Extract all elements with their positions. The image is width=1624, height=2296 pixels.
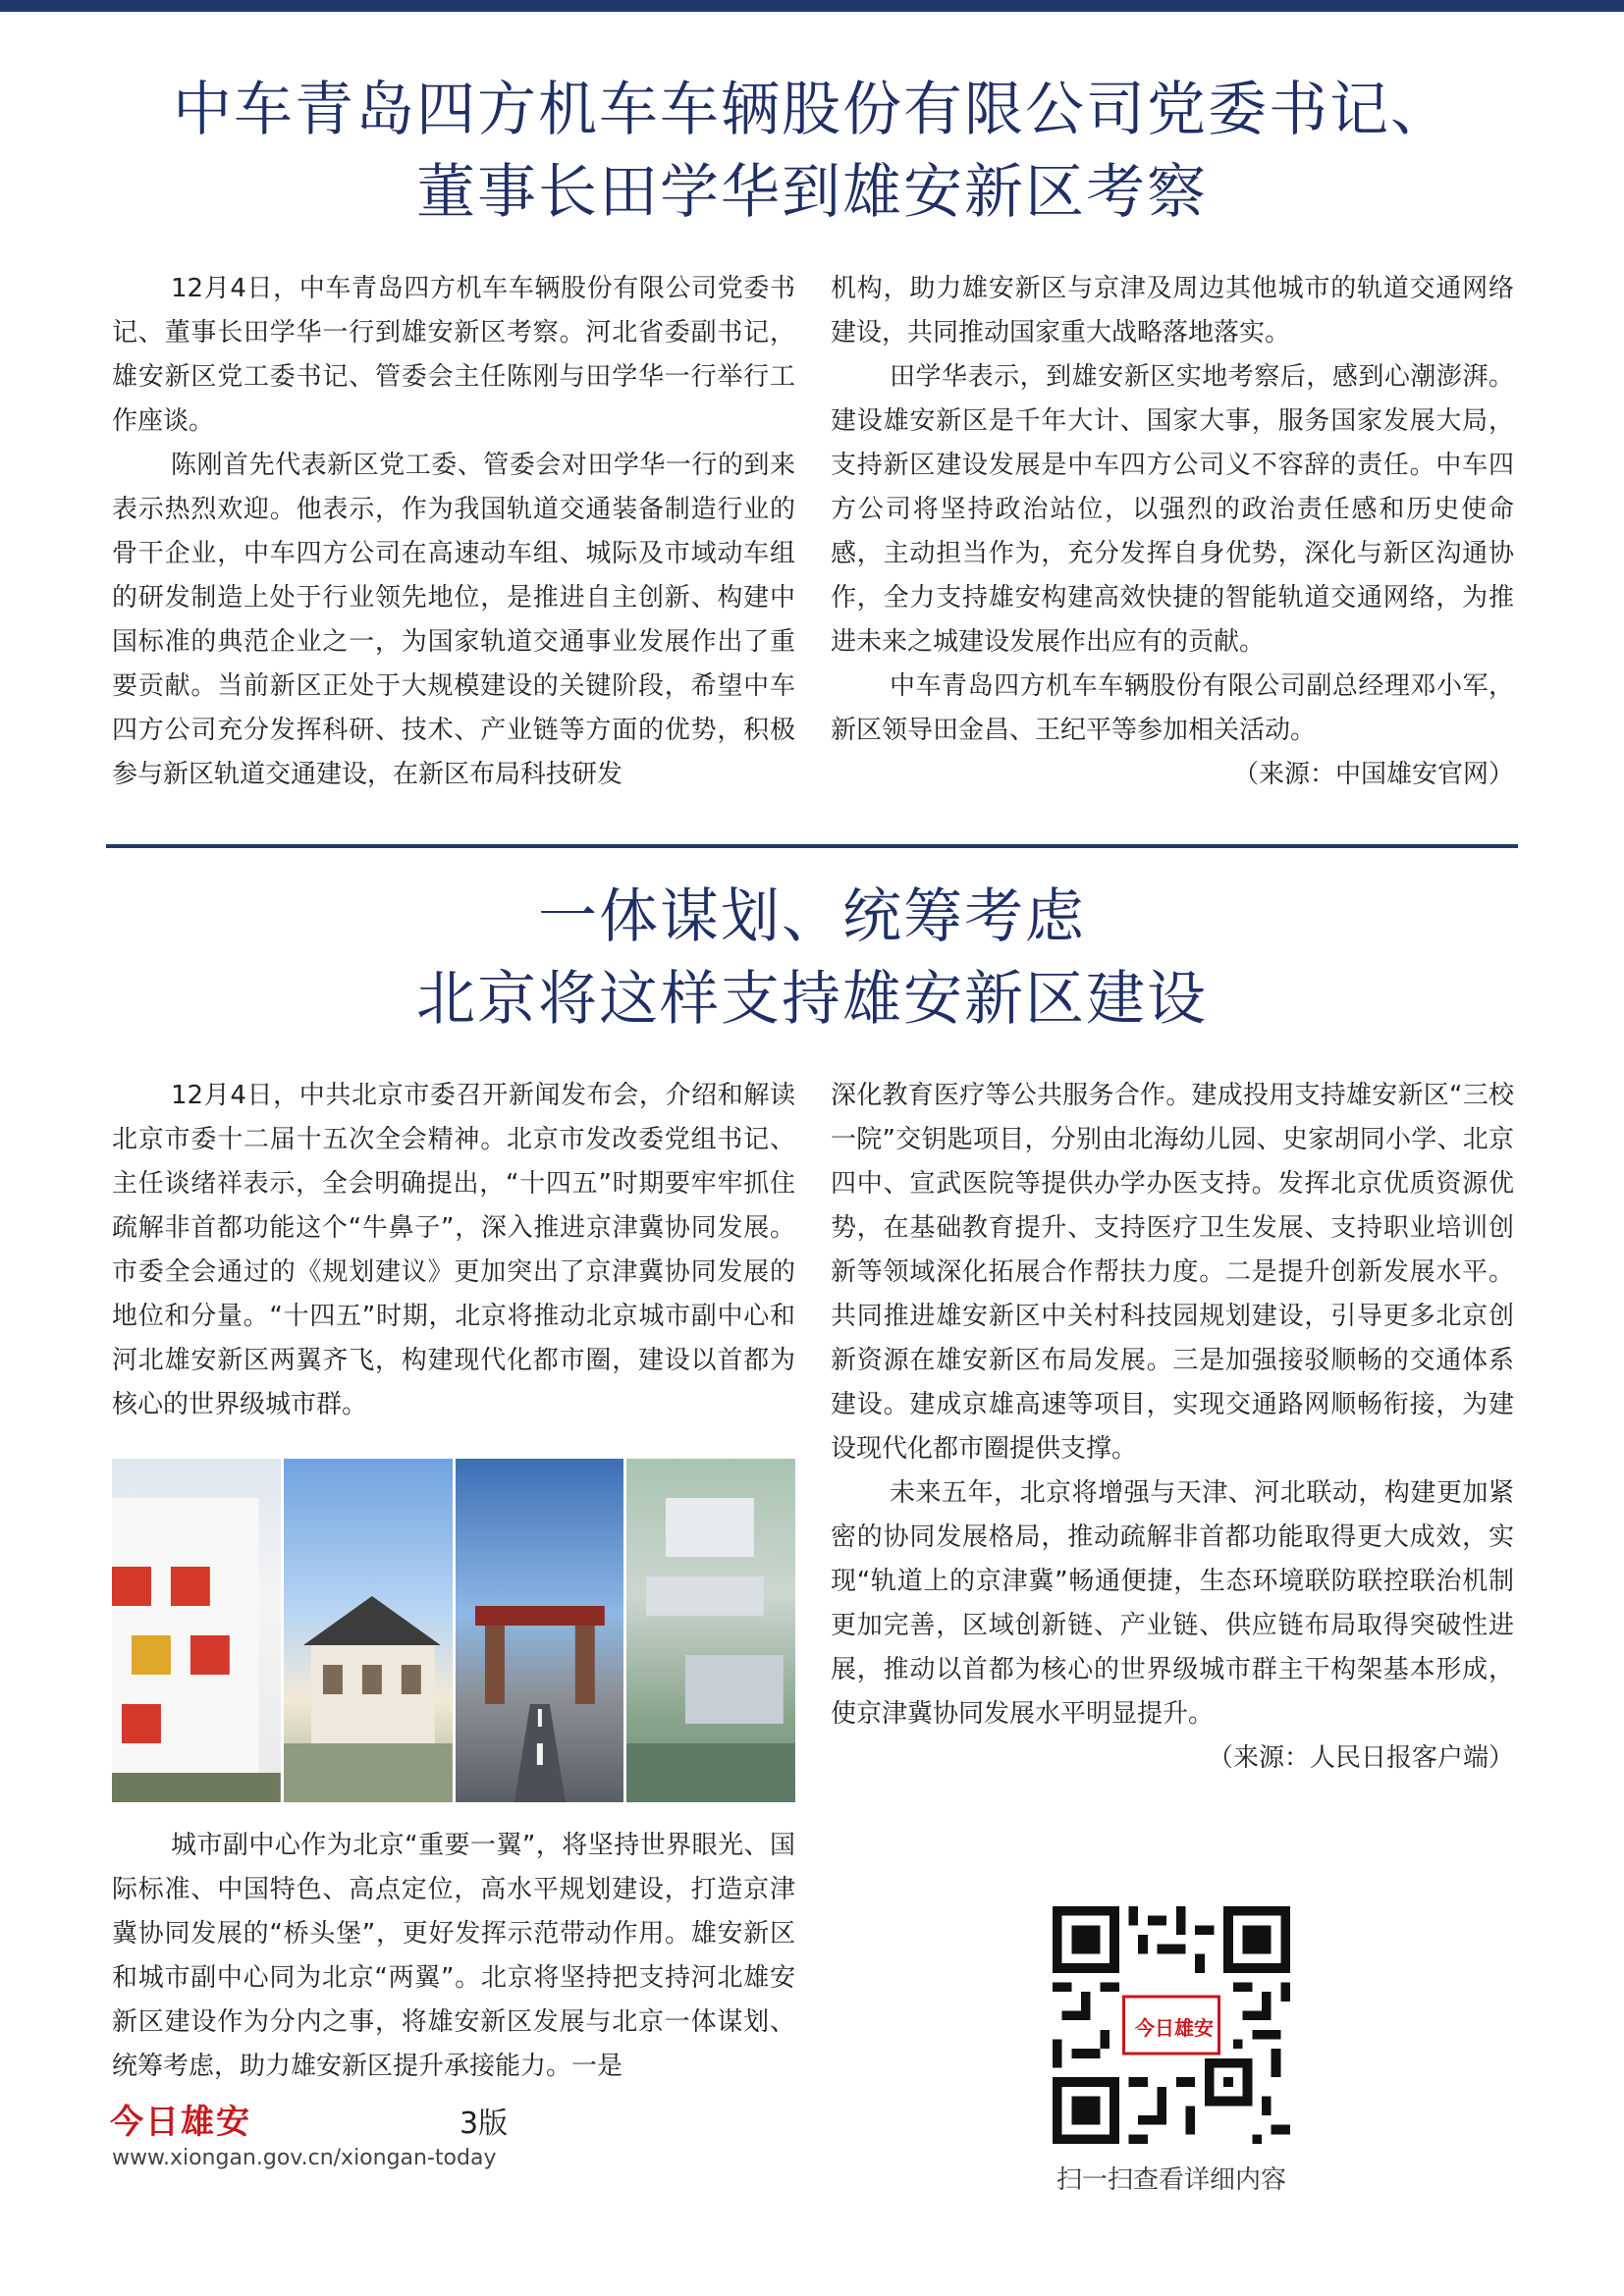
photo-hospital-aerial xyxy=(626,1459,795,1802)
page-number: 3版 xyxy=(460,2107,509,2141)
article1-right-column xyxy=(831,267,1514,797)
article2-right-column xyxy=(831,1074,1514,1781)
article2-title-line1: 一体谋划、统筹考虑 xyxy=(538,882,1086,951)
top-color-bar xyxy=(0,0,1624,12)
article2-paragraph: 未来五年，北京将增强与天津、河北联动，构建更加紧密的协同发展格局，推动疏解非首都功能取得更大成效，实现“轨道上的京津冀”畅通便捷，生态环境联防联控联治机制更加完善，区域创新链、产业链、供应链布局取得突破性进展，推动以首都为核心的世界级城市群主干构架基本形成，使京津冀协同发展水平明显提升。 xyxy=(831,1478,1514,1729)
article2-title xyxy=(59,876,1565,1041)
article2-source: （来源：人民日报客户端） xyxy=(1207,1743,1514,1773)
qr-center-logo: 今日雄安 xyxy=(1135,2016,1214,2040)
article1-paragraph: 12月4日，中车青岛四方机车车辆股份有限公司党委书记、董事长田学华一行到雄安新区考察。河北省委副书记，雄安新区党工委书记、管委会主任陈刚与田学华一行举行工作座谈。 xyxy=(112,274,795,436)
qr-code[interactable] xyxy=(1053,1906,1290,2144)
article2-photo-collage xyxy=(112,1459,795,1802)
article2-continuation: 深化教育医疗等公共服务合作。建成投用支持雄安新区“三校一院”交钥匙项目，分别由北海幼儿园、史家胡同小学、北京四中、宣武医院等提供办学办医支持。发挥北京优质资源优势，在基础教育提升、支持医疗卫生发展、支持职业培训创新等领域深化拓展合作帮扶力度。二是提升创新发展水平。共同推进雄安新区中关村科技园规划建设，引导更多北京创新资源在雄安新区布局发展。三是加强接驳顺畅的交通体系建设。建成京雄高速等项目，实现交通路网顺畅衔接，为建设现代化都市圈提供支撑。 xyxy=(831,1081,1514,1464)
article1-paragraph: 中车青岛四方机车车辆股份有限公司副总经理邓小军，新区领导田金昌、王纪平等参加相关活动。 xyxy=(831,671,1514,745)
article2-paragraph: 12月4日，中共北京市委召开新闻发布会，介绍和解读北京市委十二届十五次全会精神。北京市发改委党组书记、主任谈绪祥表示，全会明确提出，“十四五”时期要牢牢抓住疏解非首都功能这个“牛鼻子”，深入推进京津冀协同发展。市委全会通过的《规划建议》更加突出了京津冀协同发展的地位和分量。“十四五”时期，北京将推动北京城市副中心和河北雄安新区两翼齐飞，构建现代化都市圈，建设以首都为核心的世界级城市群。 xyxy=(112,1081,795,1419)
article1-source: （来源：中国雄安官网） xyxy=(1232,760,1514,789)
article1-left-column xyxy=(112,267,795,797)
site-url[interactable]: www.xiongan.gov.cn/xiongan-today xyxy=(112,2146,497,2170)
article2-left-bottom-column xyxy=(112,1824,795,2089)
article2-title-line2: 北京将这样支持雄安新区建设 xyxy=(416,965,1208,1034)
article2-paragraph: 城市副中心作为北京“重要一翼”，将坚持世界眼光、国际标准、中国特色、高点定位，高水平规划建设，打造京津冀协同发展的“桥头堡”，更好发挥示范带动作用。雄安新区和城市副中心同为北京“两翼”。北京将坚持把支持河北雄安新区建设作为分内之事，将雄安新区发展与北京一体谋划、统筹考虑，助力雄安新区提升承接能力。一是 xyxy=(112,1831,795,2081)
article1-title xyxy=(59,69,1565,234)
article1-continuation: 机构，助力雄安新区与京津及周边其他城市的轨道交通网络建设，共同推动国家重大战略落地落实。 xyxy=(831,274,1514,347)
photo-school-gate xyxy=(456,1459,624,1802)
article1-paragraph: 田学华表示，到雄安新区实地考察后，感到心潮澎湃。建设雄安新区是千年大计、国家大事，服务国家发展大局，支持新区建设发展是中车四方公司义不容辞的责任。中车四方公司将坚持政治站位，以强烈的政治责任感和历史使命感，主动担当作为，充分发挥自身优势，深化与新区沟通协作，全力支持雄安构建高效快捷的智能轨道交通网络，为推进未来之城建设发展作出应有的贡献。 xyxy=(831,362,1514,657)
article1-paragraph: 陈刚首先代表新区党工委、管委会对田学华一行的到来表示热烈欢迎。他表示，作为我国轨道交通装备制造行业的骨干企业，中车四方公司在高速动车组、城际及市域动车组的研发制造上处于行业领先地位，是推进自主创新、构建中国标准的典范企业之一，为国家轨道交通事业发展作出了重要贡献。当前新区正处于大规模建设的关键阶段，希望中车四方公司充分发挥科研、技术、产业链等方面的优势，积极参与新区轨道交通建设，在新区布局科技研发 xyxy=(112,451,795,789)
qr-caption: 扫一扫查看详细内容 xyxy=(1056,2165,1286,2195)
article2-left-top-column xyxy=(112,1074,795,1427)
article1-title-line1: 中车青岛四方机车车辆股份有限公司党委书记、 xyxy=(173,76,1451,144)
newspaper-logo: 今日雄安 xyxy=(110,2103,251,2142)
photo-school xyxy=(284,1459,453,1802)
section-divider xyxy=(106,844,1518,848)
article1-title-line2: 董事长田学华到雄安新区考察 xyxy=(416,158,1208,227)
photo-kindergarten xyxy=(112,1459,281,1802)
